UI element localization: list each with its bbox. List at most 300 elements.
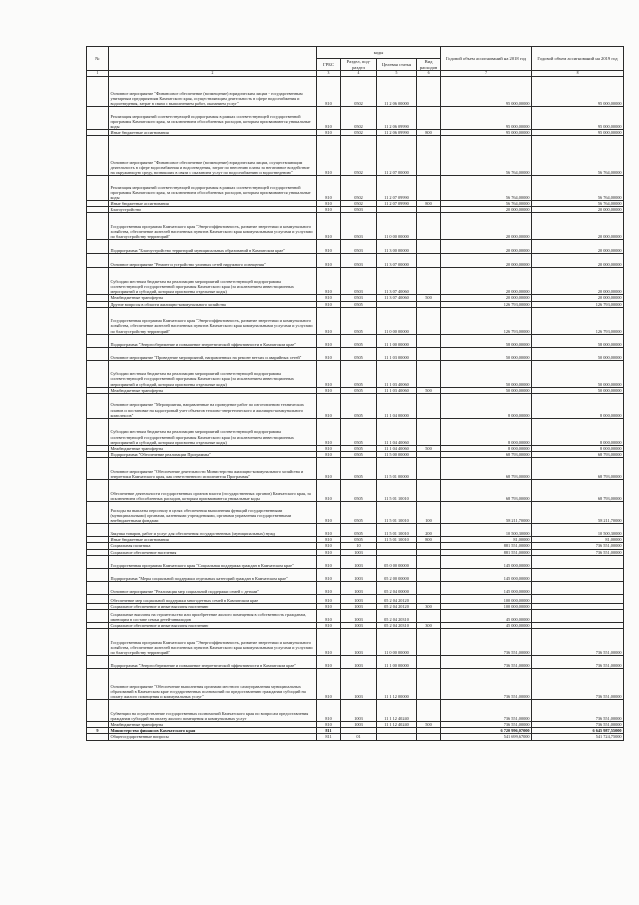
- row-rzpr: 1003: [341, 549, 377, 555]
- row-number: [87, 480, 109, 502]
- row-vr: [417, 734, 441, 740]
- row-sum-2018: 126 793,00000: [441, 301, 532, 307]
- row-number: [87, 393, 109, 418]
- row-rzpr: 0503: [341, 213, 377, 240]
- row-sum-2018: 56 764,00000: [441, 136, 532, 176]
- row-csr: 11 1 00 00000: [377, 656, 417, 669]
- row-sum-2018: 68 793,00000: [441, 458, 532, 480]
- row-grbs: 810: [317, 656, 341, 669]
- row-number: [87, 334, 109, 347]
- row-name: Иные бюджетные ассигнования: [109, 537, 317, 543]
- row-vr: 300: [417, 603, 441, 609]
- row-sum-2018: 68 793,00000: [441, 452, 532, 458]
- row-rzpr: 0503: [341, 268, 377, 295]
- row-name: Государственная программа Камчатского края "Энергоэффективность, развитие энергетики и коммунального хозяйства, обеспечение жителей населенных пунктов Камчатского края коммунальными услугами и услугами по благоустройству территорий": [109, 307, 317, 334]
- row-sum-2019: 58 000,00000: [532, 334, 624, 347]
- row-vr: 500: [417, 722, 441, 728]
- row-sum-2018: 541 699,67000: [441, 734, 532, 740]
- row-rzpr: 0503: [341, 254, 377, 268]
- table-row: [87, 307, 624, 334]
- row-name: Межбюджетные трансферты: [109, 445, 317, 451]
- column-index-cell: 8: [532, 71, 624, 77]
- row-sum-2019: 50 000,00000: [532, 360, 624, 387]
- row-sum-2019: 10 500,30000: [532, 524, 624, 537]
- row-rzpr: 0505: [341, 360, 377, 387]
- row-sum-2018: 20 000,00000: [441, 268, 532, 295]
- row-sum-2018: 8 000,00000: [441, 445, 532, 451]
- row-grbs: 810: [317, 393, 341, 418]
- row-name: Социальная политика: [109, 543, 317, 549]
- row-csr: 11 2 06 09990: [377, 107, 417, 130]
- row-name: Подпрограмма "Меры социальной поддержки отдельных категорий граждан в Камчатском крае": [109, 568, 317, 581]
- row-vr: [417, 629, 441, 656]
- column-index-cell: 3: [317, 71, 341, 77]
- row-sum-2018: 20 000,00000: [441, 295, 532, 301]
- row-sum-2018: 145 000,00000: [441, 581, 532, 594]
- row-sum-2019: 20 000,00000: [532, 207, 624, 213]
- row-number: [87, 268, 109, 295]
- row-vr: 500: [417, 387, 441, 393]
- row-name: Обеспечение деятельности государственных органов власти (государственных органов) Камчатского края, за исключением обособленных расходов, которым присваиваются уникальные коды: [109, 480, 317, 502]
- row-number: [87, 213, 109, 240]
- row-csr: 05 2 04 20120: [377, 594, 417, 603]
- row-vr: [417, 347, 441, 360]
- row-sum-2018: 736 551,00000: [441, 669, 532, 700]
- row-number: [87, 669, 109, 700]
- row-number: [87, 307, 109, 334]
- table-row: [87, 107, 624, 130]
- row-sum-2019: [532, 555, 624, 568]
- row-sum-2019: 58 211,70000: [532, 502, 624, 524]
- row-name: Государственная программа Камчатского края "Энергоэффективность, развитие энергетики и коммунального хозяйства, обеспечение жителей населенных пунктов Камчатского края коммунальными услугами и услугами по благоустройству территорий": [109, 629, 317, 656]
- row-name: Подпрограмма "Благоустройство территорий муниципальных образований в Камчатском крае": [109, 240, 317, 254]
- row-csr: 11 2 06 00000: [377, 77, 417, 107]
- row-csr: 11 1 04 00000: [377, 393, 417, 418]
- table-row: [87, 656, 624, 669]
- row-rzpr: 0502: [341, 201, 377, 207]
- row-sum-2019: [532, 568, 624, 581]
- row-rzpr: 0505: [341, 347, 377, 360]
- row-sum-2019: [532, 581, 624, 594]
- budget-table: [86, 46, 624, 741]
- table-row: [87, 458, 624, 480]
- row-name: Социальные выплаты на строительство или приобретение жилого помещения в собственность гражданам, имеющим в составе семьи детей-инвалидов: [109, 609, 317, 622]
- row-csr: 11 3 07 00000: [377, 254, 417, 268]
- table-row: [87, 347, 624, 360]
- row-sum-2019: 95 000,00000: [532, 107, 624, 130]
- row-name: Обеспечение мер социальной поддержки многодетных семей в Камчатском крае: [109, 594, 317, 603]
- row-name: Благоустройство: [109, 207, 317, 213]
- row-csr: 11 2 07 09990: [377, 201, 417, 207]
- row-sum-2018: 736 551,00000: [441, 722, 532, 728]
- row-grbs: 810: [317, 452, 341, 458]
- row-number: [87, 347, 109, 360]
- row-sum-2018: 56 764,00000: [441, 176, 532, 201]
- row-name: Государственная программа Камчатского края "Энергоэффективность, развитие энергетики и коммунального хозяйства, обеспечение жителей населенных пунктов Камчатского края коммунальными услугами и услугами по благоустройству территорий": [109, 213, 317, 240]
- row-csr: 11 1 12 40240: [377, 700, 417, 722]
- row-vr: 500: [417, 445, 441, 451]
- row-name: Министерство финансов Камчатского края: [109, 728, 317, 734]
- row-vr: 800: [417, 537, 441, 543]
- row-rzpr: 1003: [341, 581, 377, 594]
- table-row: [87, 669, 624, 700]
- row-sum-2018: 95 000,00000: [441, 107, 532, 130]
- row-sum-2019: 8 000,00000: [532, 445, 624, 451]
- row-sum-2018: 8 000,00000: [441, 393, 532, 418]
- row-sum-2019: [532, 594, 624, 603]
- row-name: Социальное обеспечение и иные выплаты населению: [109, 603, 317, 609]
- row-rzpr: 1003: [341, 594, 377, 603]
- row-grbs: 810: [317, 549, 341, 555]
- row-vr: [417, 581, 441, 594]
- row-number: [87, 502, 109, 524]
- row-sum-2019: 736 551,00000: [532, 722, 624, 728]
- row-sum-2019: 56 764,00000: [532, 201, 624, 207]
- row-vr: 200: [417, 524, 441, 537]
- row-number: 9: [87, 728, 109, 734]
- row-name: Иные бюджетные ассигнования: [109, 130, 317, 136]
- header-csr: Целевая статья: [377, 59, 417, 71]
- row-sum-2019: 126 793,00000: [532, 307, 624, 334]
- row-name: Межбюджетные трансферты: [109, 295, 317, 301]
- row-rzpr: 0505: [341, 537, 377, 543]
- row-number: [87, 240, 109, 254]
- row-sum-2018: 50 000,00000: [441, 360, 532, 387]
- row-csr: 05 2 00 00000: [377, 568, 417, 581]
- row-number: [87, 568, 109, 581]
- row-csr: 11 5 01 10010: [377, 502, 417, 524]
- row-sum-2018: 145 000,00000: [441, 568, 532, 581]
- row-number: [87, 136, 109, 176]
- row-grbs: 810: [317, 307, 341, 334]
- row-rzpr: 01: [341, 734, 377, 740]
- row-grbs: 810: [317, 543, 341, 549]
- row-grbs: 810: [317, 458, 341, 480]
- row-name: Другие вопросы в области жилищно-коммунального хозяйства: [109, 301, 317, 307]
- row-csr: 11 2 07 00000: [377, 136, 417, 176]
- row-name: Основное мероприятие "Обеспечение деятельности Министерства жилищно-коммунального хозяйства и энергетики Камчатского края, как ответственного исполнителя Программы": [109, 458, 317, 480]
- row-csr: 11 3 07 40060: [377, 268, 417, 295]
- row-rzpr: 0502: [341, 130, 377, 136]
- row-number: [87, 700, 109, 722]
- row-name: Подпрограмма "Энергосбережение и повышение энергетической эффективности в Камчатском крае": [109, 656, 317, 669]
- row-grbs: 810: [317, 130, 341, 136]
- row-rzpr: 0503: [341, 295, 377, 301]
- row-csr: 11 1 03 40060: [377, 387, 417, 393]
- row-csr: 11 2 06 09990: [377, 130, 417, 136]
- table-row: [87, 77, 624, 107]
- row-number: [87, 524, 109, 537]
- row-rzpr: 1003: [341, 722, 377, 728]
- row-vr: [417, 555, 441, 568]
- table-row: [87, 594, 624, 603]
- row-sum-2018: 50 000,00000: [441, 387, 532, 393]
- row-sum-2019: 68 793,00000: [532, 452, 624, 458]
- row-vr: [417, 136, 441, 176]
- row-sum-2018: 881 551,00000: [441, 549, 532, 555]
- header-codes: коды: [317, 47, 441, 59]
- row-vr: [417, 77, 441, 107]
- row-vr: [417, 458, 441, 480]
- row-sum-2018: 58 211,70000: [441, 502, 532, 524]
- row-grbs: 810: [317, 136, 341, 176]
- row-rzpr: 0505: [341, 524, 377, 537]
- row-grbs: 810: [317, 445, 341, 451]
- row-grbs: 810: [317, 77, 341, 107]
- row-name: Реализация мероприятий соответствующей подпрограммы в рамках соответствующей государственной программы Камчатского края, за исключением обособленных расходов, которым присваиваются уникальные коды: [109, 107, 317, 130]
- row-name: Социальное обеспечение и иные выплаты населению: [109, 622, 317, 628]
- row-sum-2019: 95 000,00000: [532, 77, 624, 107]
- row-rzpr: 0505: [341, 418, 377, 445]
- row-sum-2019: 81,00000: [532, 537, 624, 543]
- table-row: [87, 734, 624, 740]
- row-number: [87, 107, 109, 130]
- row-grbs: 810: [317, 387, 341, 393]
- row-sum-2019: 50 000,00000: [532, 347, 624, 360]
- row-rzpr: 1003: [341, 622, 377, 628]
- table-row: [87, 418, 624, 445]
- row-sum-2019: 736 551,00000: [532, 700, 624, 722]
- row-grbs: 810: [317, 347, 341, 360]
- row-sum-2018: 95 000,00000: [441, 77, 532, 107]
- row-sum-2019: 736 551,00000: [532, 669, 624, 700]
- row-csr: 11 1 03 40060: [377, 360, 417, 387]
- row-rzpr: 0503: [341, 240, 377, 254]
- row-csr: 11 1 00 00000: [377, 334, 417, 347]
- row-sum-2019: 20 000,00000: [532, 254, 624, 268]
- row-name: Закупка товаров, работ и услуг для обеспечения государственных (муниципальных) нужд: [109, 524, 317, 537]
- row-vr: 800: [417, 201, 441, 207]
- row-grbs: 810: [317, 107, 341, 130]
- row-vr: [417, 213, 441, 240]
- row-grbs: 810: [317, 603, 341, 609]
- header-rzpr: Раздел, под-раздел: [341, 59, 377, 71]
- row-vr: [417, 418, 441, 445]
- header-sum-2019: Годовой объем ассигнований на 2019 год: [532, 47, 624, 71]
- row-grbs: 810: [317, 502, 341, 524]
- row-rzpr: 0505: [341, 480, 377, 502]
- row-rzpr: 0502: [341, 136, 377, 176]
- row-sum-2019: 20 000,00000: [532, 213, 624, 240]
- row-rzpr: 0505: [341, 387, 377, 393]
- row-sum-2019: [532, 609, 624, 622]
- row-csr: 05 2 04 00000: [377, 581, 417, 594]
- row-name: Реализация мероприятий соответствующей подпрограммы в рамках соответствующей государственной программы Камчатского края, за исключением обособленных расходов, которым присваиваются уникальные коды: [109, 176, 317, 201]
- row-name: Субсидии местным бюджетам на реализацию мероприятий соответствующей подпрограммы соответствующей государственной программы Камчатского края (за исключением инвестиционных мероприятий и субсидий, которым присвоены отдельные коды): [109, 418, 317, 445]
- row-sum-2019: 20 000,00000: [532, 240, 624, 254]
- row-sum-2018: 126 793,00000: [441, 307, 532, 334]
- column-index-cell: 1: [87, 71, 109, 77]
- table-row: [87, 524, 624, 537]
- row-csr: 11 3 00 00000: [377, 240, 417, 254]
- column-index-cell: 7: [441, 71, 532, 77]
- row-rzpr: 0505: [341, 393, 377, 418]
- row-number: [87, 594, 109, 603]
- table-body: [87, 77, 624, 741]
- row-grbs: 810: [317, 207, 341, 213]
- row-csr: 11 1 04 40060: [377, 445, 417, 451]
- row-vr: [417, 669, 441, 700]
- row-sum-2018: 145 000,00000: [441, 555, 532, 568]
- row-sum-2018: 736 551,00000: [441, 629, 532, 656]
- table-row: [87, 581, 624, 594]
- row-grbs: 810: [317, 568, 341, 581]
- row-sum-2018: 68 793,00000: [441, 480, 532, 502]
- row-sum-2018: 100 000,00000: [441, 594, 532, 603]
- row-csr: 11 5 01 10010: [377, 480, 417, 502]
- header-name: [109, 47, 317, 71]
- row-vr: [417, 107, 441, 130]
- row-vr: [417, 568, 441, 581]
- row-grbs: 810: [317, 268, 341, 295]
- row-sum-2019: 736 551,00000: [532, 549, 624, 555]
- row-grbs: 810: [317, 295, 341, 301]
- row-name: Межбюджетные трансферты: [109, 387, 317, 393]
- row-number: [87, 176, 109, 201]
- row-rzpr: 0502: [341, 77, 377, 107]
- row-sum-2018: 56 764,00000: [441, 201, 532, 207]
- row-csr: 05 2 04 20120: [377, 603, 417, 609]
- row-sum-2019: 8 000,00000: [532, 393, 624, 418]
- row-number: [87, 254, 109, 268]
- row-rzpr: 1003: [341, 555, 377, 568]
- row-name: Государственная программа Камчатского края "Социальная поддержка граждан в Камчатском крае": [109, 555, 317, 568]
- row-rzpr: 0502: [341, 176, 377, 201]
- row-grbs: 810: [317, 334, 341, 347]
- row-rzpr: 0502: [341, 107, 377, 130]
- row-sum-2018: 736 551,00000: [441, 656, 532, 669]
- row-name: Межбюджетные трансферты: [109, 722, 317, 728]
- row-name: Основное мероприятие "Финансовое обеспечение (возмещение) юридическим лицам, осуществляющим деятельность в сфере водоснабжения и водоотведения, затрат по внесению платы за негативное воздействие на окружающую среду, возникших в связи с оказанием услуг по водоснабжению и водоотведению": [109, 136, 317, 176]
- row-sum-2018: 10 500,30000: [441, 524, 532, 537]
- row-csr: 11 3 07 40060: [377, 295, 417, 301]
- row-grbs: 810: [317, 581, 341, 594]
- table-row: [87, 568, 624, 581]
- row-csr: [377, 734, 417, 740]
- header-num: №: [87, 47, 109, 71]
- row-vr: [417, 360, 441, 387]
- row-number: [87, 360, 109, 387]
- table-row: [87, 176, 624, 201]
- row-grbs: 810: [317, 240, 341, 254]
- column-index-cell: 6: [417, 71, 441, 77]
- row-name: Субвенции на осуществление государственных полномочий Камчатского края по вопросам предоставления гражданам субсидий на оплату жилого помещения и коммунальных услуг: [109, 700, 317, 722]
- row-grbs: 810: [317, 213, 341, 240]
- table-row: [87, 629, 624, 656]
- row-csr: 11 5 01 00000: [377, 458, 417, 480]
- row-vr: [417, 334, 441, 347]
- row-number: [87, 609, 109, 622]
- row-grbs: 810: [317, 594, 341, 603]
- row-grbs: 810: [317, 537, 341, 543]
- row-grbs: 810: [317, 669, 341, 700]
- row-rzpr: 1003: [341, 669, 377, 700]
- row-sum-2018: 736 551,00000: [441, 700, 532, 722]
- row-grbs: 810: [317, 480, 341, 502]
- row-grbs: 810: [317, 622, 341, 628]
- row-name: Подпрограмма "Обеспечение реализации Программы": [109, 452, 317, 458]
- row-grbs: 810: [317, 629, 341, 656]
- row-rzpr: 0505: [341, 301, 377, 307]
- table-row: [87, 268, 624, 295]
- row-sum-2019: 736 551,00000: [532, 656, 624, 669]
- row-grbs: 810: [317, 609, 341, 622]
- row-sum-2018: 100 000,00000: [441, 603, 532, 609]
- row-grbs: 811: [317, 734, 341, 740]
- column-index-cell: 4: [341, 71, 377, 77]
- row-csr: 11 1 12 40240: [377, 722, 417, 728]
- row-vr: [417, 609, 441, 622]
- row-rzpr: 1003: [341, 603, 377, 609]
- row-sum-2019: 736 551,00000: [532, 543, 624, 549]
- row-vr: [417, 254, 441, 268]
- row-sum-2019: 20 000,00000: [532, 268, 624, 295]
- row-rzpr: 0505: [341, 458, 377, 480]
- row-csr: 11 0 00 00000: [377, 629, 417, 656]
- row-csr: 05 2 04 20310: [377, 609, 417, 622]
- row-rzpr: 0505: [341, 502, 377, 524]
- table-header-row: [87, 47, 624, 59]
- row-sum-2018: 20 000,00000: [441, 240, 532, 254]
- table-row: [87, 240, 624, 254]
- row-vr: [417, 594, 441, 603]
- row-sum-2019: 736 551,00000: [532, 629, 624, 656]
- row-rzpr: 1003: [341, 629, 377, 656]
- row-csr: 11 0 00 00000: [377, 307, 417, 334]
- row-number: [87, 418, 109, 445]
- row-sum-2019: 56 764,00000: [532, 136, 624, 176]
- row-sum-2018: 58 000,00000: [441, 334, 532, 347]
- header-vr: Вид расходов: [417, 59, 441, 71]
- row-number: [87, 458, 109, 480]
- table-row: [87, 136, 624, 176]
- row-number: [87, 555, 109, 568]
- table-row: [87, 700, 624, 722]
- row-csr: 05 0 00 00000: [377, 555, 417, 568]
- row-name: Общегосударственные вопросы: [109, 734, 317, 740]
- row-vr: 800: [417, 130, 441, 136]
- row-sum-2019: 68 793,00000: [532, 458, 624, 480]
- row-csr: 11 5 01 10010: [377, 537, 417, 543]
- row-name: Основное мероприятие "Реализация мер социальной поддержки семей с детьми": [109, 581, 317, 594]
- row-rzpr: 10: [341, 543, 377, 549]
- row-sum-2019: 56 764,00000: [532, 176, 624, 201]
- row-grbs: 810: [317, 555, 341, 568]
- row-sum-2019: 20 000,00000: [532, 295, 624, 301]
- row-vr: [417, 307, 441, 334]
- row-csr: 11 0 00 00000: [377, 213, 417, 240]
- row-csr: 11 5 01 10010: [377, 524, 417, 537]
- row-rzpr: 0503: [341, 207, 377, 213]
- row-grbs: 811: [317, 728, 341, 734]
- row-sum-2018: 95 000,00000: [441, 130, 532, 136]
- row-rzpr: 0505: [341, 452, 377, 458]
- column-index-cell: 2: [109, 71, 317, 77]
- row-name: Субсидии местным бюджетам на реализацию мероприятий соответствующей подпрограммы соответствующей государственной программы Камчатского края (за исключением инвестиционных мероприятий и субсидий, которым присвоены отдельные коды): [109, 268, 317, 295]
- row-rzpr: 1003: [341, 568, 377, 581]
- row-name: Расходы на выплаты персоналу в целях обеспечения выполнения функций государственными (муниципальными) органами, казенными учреждениями, органами управления государственными внебюджетными фондами: [109, 502, 317, 524]
- table-row: [87, 555, 624, 568]
- row-name: Подпрограмма "Энергосбережение и повышение энергетической эффективности в Камчатском крае": [109, 334, 317, 347]
- row-csr: 11 5 00 00000: [377, 452, 417, 458]
- table-row: [87, 254, 624, 268]
- row-grbs: 810: [317, 301, 341, 307]
- row-grbs: 810: [317, 524, 341, 537]
- row-sum-2018: 20 000,00000: [441, 254, 532, 268]
- row-sum-2018: 45 000,00000: [441, 609, 532, 622]
- row-vr: [417, 268, 441, 295]
- row-name: Основное мероприятие "Проведение мероприятий, направленных на ремонт ветхих и аварийных сетей": [109, 347, 317, 360]
